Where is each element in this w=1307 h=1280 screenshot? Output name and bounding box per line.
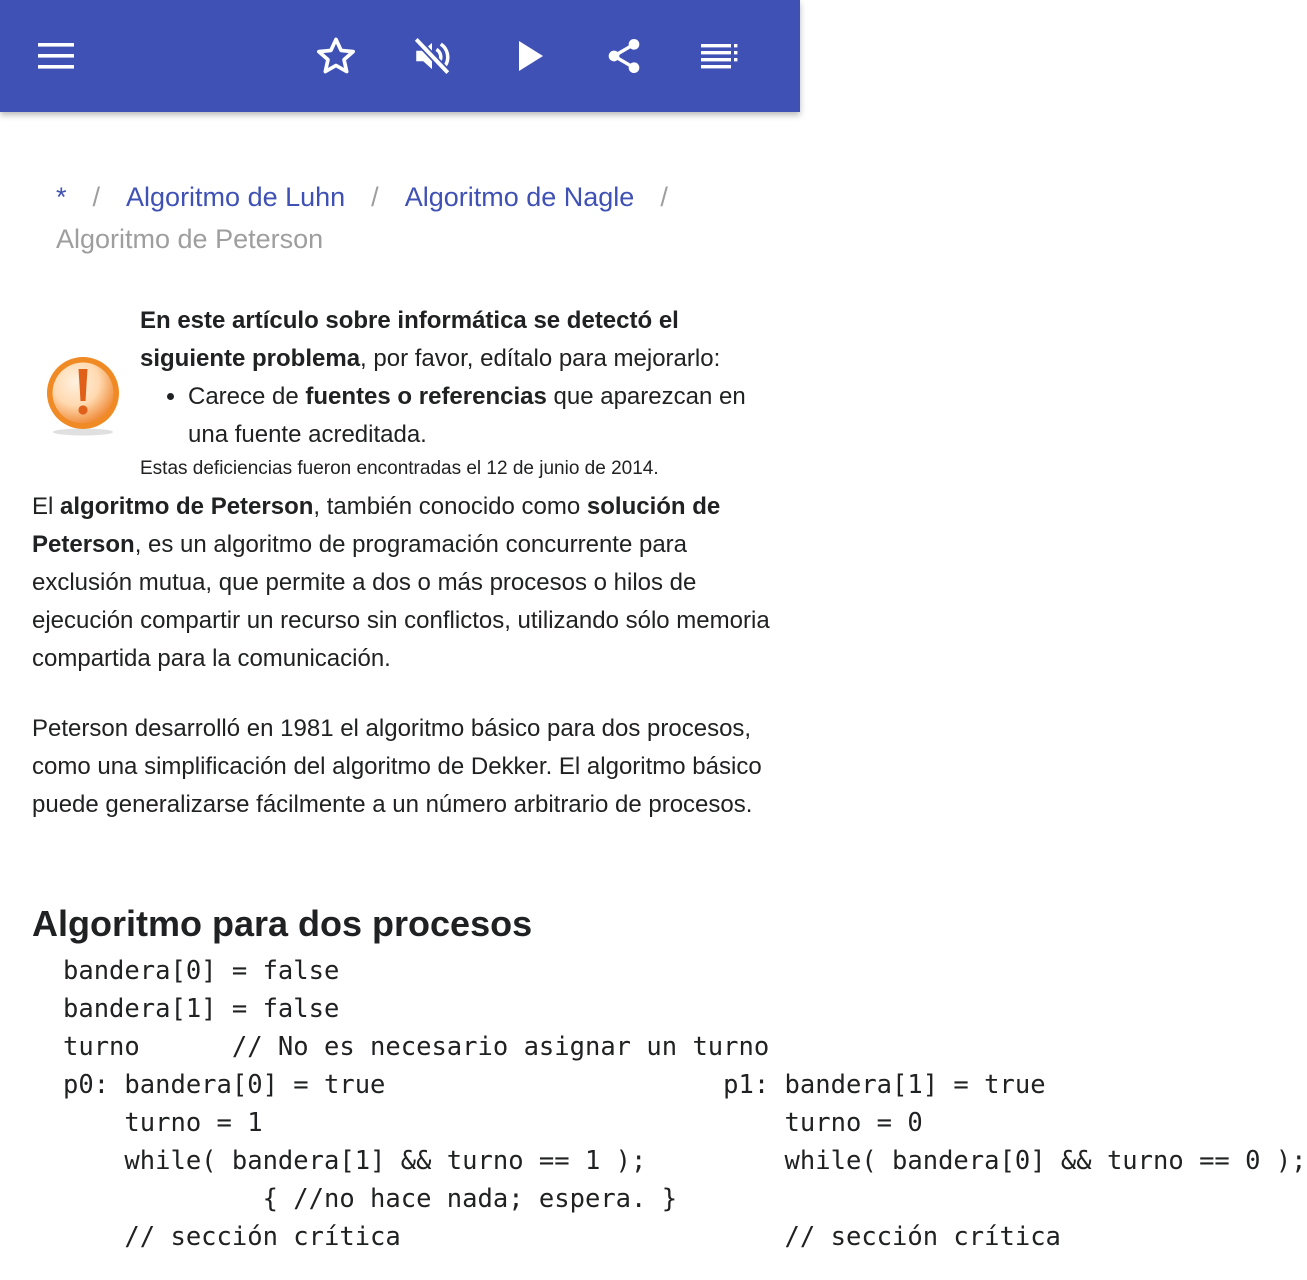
notice-bold-text: En este artículo sobre informática se detectó el siguiente problema: [140, 307, 679, 372]
breadcrumb-link-luhn[interactable]: Algoritmo de Luhn: [126, 182, 346, 212]
code-line: turno // No es necesario asignar un turno: [63, 1032, 770, 1062]
menu-button[interactable]: [28, 28, 84, 84]
notice-bullet-post: que aparezcan en una fuente acreditada.: [188, 383, 746, 448]
intro-paragraph: [32, 488, 772, 678]
share-button[interactable]: [596, 28, 652, 84]
play-button[interactable]: [502, 28, 558, 84]
code-line: turno = 1 turno = 0: [63, 1108, 923, 1138]
notice-rest-text: , por favor, edítalo para mejorarlo:: [360, 345, 721, 372]
article-content: [0, 112, 1307, 1280]
toc-list-icon: [700, 43, 740, 69]
app-bar: [0, 0, 800, 112]
contents-button[interactable]: [692, 28, 748, 84]
code-line: { //no hace nada; espera. }: [63, 1184, 678, 1214]
breadcrumb-current: Algoritmo de Peterson: [56, 224, 324, 254]
history-paragraph: Peterson desarrolló en 1981 el algoritmo básico para dos procesos, como una simplificación del algoritmo de Dekker. El algoritmo básico puede generalizarse fácilmente a un número arbitrario de procesos.: [32, 715, 762, 818]
code-line: bandera[0] = false: [63, 956, 340, 986]
intro-text: El: [32, 493, 61, 520]
star-outline-icon: [315, 35, 357, 77]
maintenance-notice: [0, 302, 800, 492]
breadcrumb-separator: /: [92, 182, 101, 212]
notice-list-item: [188, 378, 770, 454]
code-line: p0: bandera[0] = true p1: bandera[1] = true: [63, 1070, 1046, 1100]
notice-text: [140, 302, 770, 484]
menu-icon: [36, 42, 76, 70]
code-line: bandera[1] = false: [63, 994, 340, 1024]
intro-bold-term: solución de Peterson: [32, 493, 721, 558]
breadcrumb-separator: /: [371, 182, 379, 212]
breadcrumb: [56, 176, 776, 260]
code-block: [63, 952, 1307, 1256]
warning-icon: [44, 354, 122, 436]
intro-text: , también conocido como: [313, 493, 587, 520]
share-icon: [604, 35, 644, 77]
breadcrumb-home-link[interactable]: *: [56, 182, 67, 212]
section-title: Algoritmo para dos procesos: [32, 903, 533, 944]
favorite-button[interactable]: [308, 28, 364, 84]
mute-button[interactable]: [404, 28, 460, 84]
play-icon: [515, 39, 545, 73]
code-line: while( bandera[1] && turno == 1 ); while( bandera[0] && turno == 0 );: [63, 1146, 1307, 1176]
intro-bold-term: algoritmo de Peterson: [60, 493, 314, 520]
intro-text: , es un algoritmo de programación concurrente para exclusión mutua, que permite a dos o más procesos o hilos de ejecución compartir un recurso sin conflictos, utilizando sólo memoria compartida para la comunicación.: [32, 531, 770, 672]
notice-bullet-bold: fuentes o referencias: [305, 383, 547, 410]
breadcrumb-link-nagle[interactable]: Algoritmo de Nagle: [404, 182, 635, 212]
notice-bullet-pre: Carece de: [188, 383, 306, 410]
notice-list: [140, 378, 770, 454]
breadcrumb-separator: /: [660, 182, 668, 212]
code-line: // sección crítica // sección crítica: [63, 1222, 1061, 1252]
notice-date-note: Estas deficiencias fueron encontradas el 12 de junio de 2014.: [140, 458, 659, 479]
volume-off-icon: [411, 35, 453, 77]
